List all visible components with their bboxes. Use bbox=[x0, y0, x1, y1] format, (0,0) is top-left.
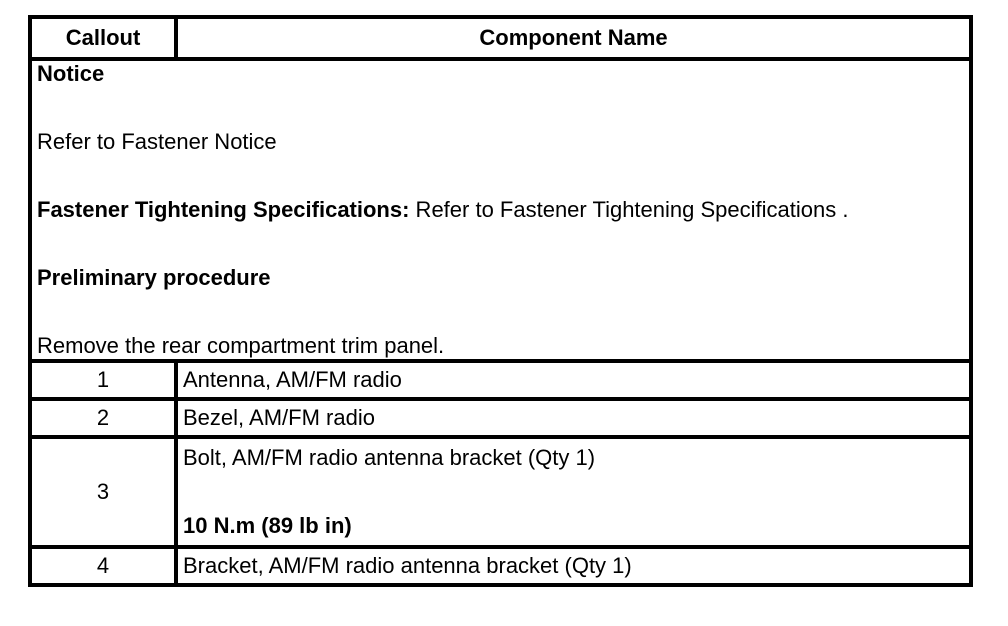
table-row bbox=[30, 437, 971, 547]
component-name-text: Bolt, AM/FM radio antenna bracket (Qty 1) bbox=[183, 445, 596, 470]
callout-header: Callout bbox=[30, 17, 176, 59]
preliminary-heading: Preliminary procedure bbox=[37, 265, 271, 290]
torque-spec: 10 N.m (89 lb in) bbox=[183, 513, 352, 538]
tightening-spec-label: Fastener Tightening Specifications: bbox=[37, 197, 410, 222]
component-name-cell: Bracket, AM/FM radio antenna bracket (Qty 1) bbox=[176, 547, 971, 585]
component-name-cell: Bezel, AM/FM radio bbox=[176, 399, 971, 437]
callout-cell: 2 bbox=[30, 399, 176, 437]
callout-cell: 1 bbox=[30, 361, 176, 399]
notice-row bbox=[30, 59, 971, 361]
notice-cell bbox=[30, 59, 971, 361]
preliminary-text: Remove the rear compartment trim panel. bbox=[37, 333, 445, 358]
callout-cell: 4 bbox=[30, 547, 176, 585]
fastener-notice-text: Refer to Fastener Notice bbox=[37, 129, 277, 154]
table-row bbox=[30, 361, 971, 399]
callout-cell: 3 bbox=[30, 437, 176, 547]
table-row bbox=[30, 547, 971, 585]
table-row bbox=[30, 399, 971, 437]
component-name-cell: Antenna, AM/FM radio bbox=[176, 361, 971, 399]
notice-heading: Notice bbox=[37, 61, 105, 86]
header-row bbox=[30, 17, 971, 59]
component-name-cell bbox=[176, 437, 971, 547]
component-name-header: Component Name bbox=[176, 17, 971, 59]
tightening-spec-line bbox=[37, 197, 964, 223]
component-table bbox=[28, 15, 973, 587]
tightening-spec-text: Refer to Fastener Tightening Specifications . bbox=[409, 197, 849, 222]
